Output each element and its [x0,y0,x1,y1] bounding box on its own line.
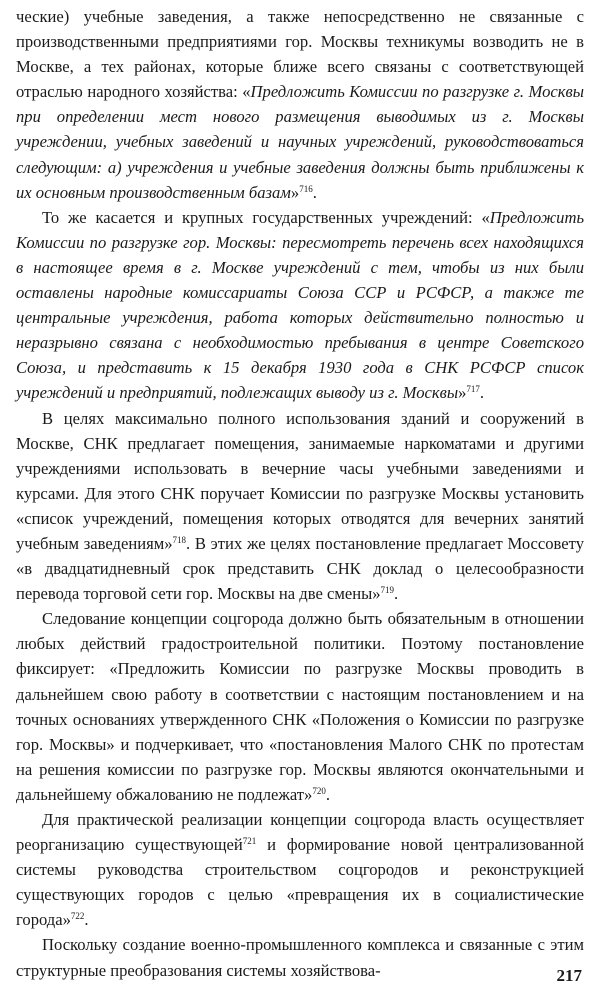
text-run: » [458,383,467,403]
text-run: . [312,182,317,202]
body-text [16,4,584,983]
text-run: . [479,383,485,403]
paragraph [16,606,584,807]
page-number: 217 [556,966,582,985]
paragraph [16,406,584,607]
footnote-ref: 722 [70,911,85,922]
text-run: и формирование новой централизованной системы руководства строительством соцгородов и реконструкцией существующих городов с целью «превращения их в социалистические города» [16,835,585,930]
quote-italic: Предложить Комиссии по разгрузке гор. Москвы: пересмотреть перечень всех находящихся в настоящее время в г. Москве учреждений с тем, чтобы из них были оставлены народные комиссариаты Союза ССР и РСФСР, а также те центральные учреждения, работа которых действительно полностью и неразрывно связана с необходимостью пребывания в центре Советского Союза, и представить к 15 декабря 1930 года в СНК РСФСР список учреждений и предприятий, подлежащих выводу из г. Москвы [16,207,584,403]
text-run: Следование концепции соцгорода должно быть обязательным в отношении любых действий градостроительной политики. Поэтому постановление фиксирует: «Предложить Комиссии по разгрузке Москвы проводить в дальнейшем свою работу в соответствии с настоящим постановлением и на точных основаниях утвержденного СНК «Положения о Комиссии по разгрузке гор. Москвы» и подчеркивает, что «постановления Малого СНК по протестам на решения комиссии по разгрузке гор. Москвы являются окончательными и дальнейшему обжалованию не подлежат» [16,609,584,804]
text-run: . [84,910,89,930]
text-run: . В этих же целях постановление предлагает Моссовету «в двадцатидневный срок представить СНК доклад о целесообразности перевода торговой сети гор. Москвы на две смены» [16,533,584,604]
text-run: . [325,784,330,804]
text-run: » [290,182,300,202]
text-run: . [394,584,399,604]
text-run: В целях максимально полного использования зданий и сооружений в Москве, СНК предлагает помещения, занимаемые наркоматами и другими учреждениями использовать в вечерние часы учебными заведениями и курсами. Для этого СНК поручает Комиссии по разгрузке Москвы установить «список учреждений, помещения которых отводятся для вечерних занятий учебным заведениям» [16,408,584,553]
text-run: Для практической реализации концепции соцгорода власть осуществляет реорганизацию существующей [16,810,584,855]
footnote-ref: 720 [312,785,326,796]
paragraph [16,205,584,406]
footnote-ref: 718 [172,534,187,545]
text-run: То же касается и крупных государственных учреждений: « [42,207,490,227]
footnote-ref: 717 [466,384,480,395]
text-run: Поскольку создание военно-промышленного комплекса и связанные с этим структурные преобразования системы хозяйствова- [16,935,584,980]
paragraph [16,807,584,932]
footnote-ref: 719 [380,585,395,596]
text-run: ческие) учебные заведения, а также непосредственно не связанные с производственными предприятиями гор. Москвы техникумы возводить не в Москве, а тех районах, которые ближе всего связаны с соответствующей отраслью народного хозяйства: « [16,7,584,102]
paragraph [16,4,584,205]
paragraph [16,932,584,982]
footnote-ref: 721 [242,836,257,847]
quote-italic: Предложить Комиссии по разгрузке г. Москвы при определении мест нового размещения выводимых из г. Москвы учреждении, учебных заведений и научных учреждений, руководствоваться следующим: а) учреждения и учебные заведения должны быть приближены к их основным производственным базам [16,82,584,202]
footnote-ref: 716 [299,183,313,194]
